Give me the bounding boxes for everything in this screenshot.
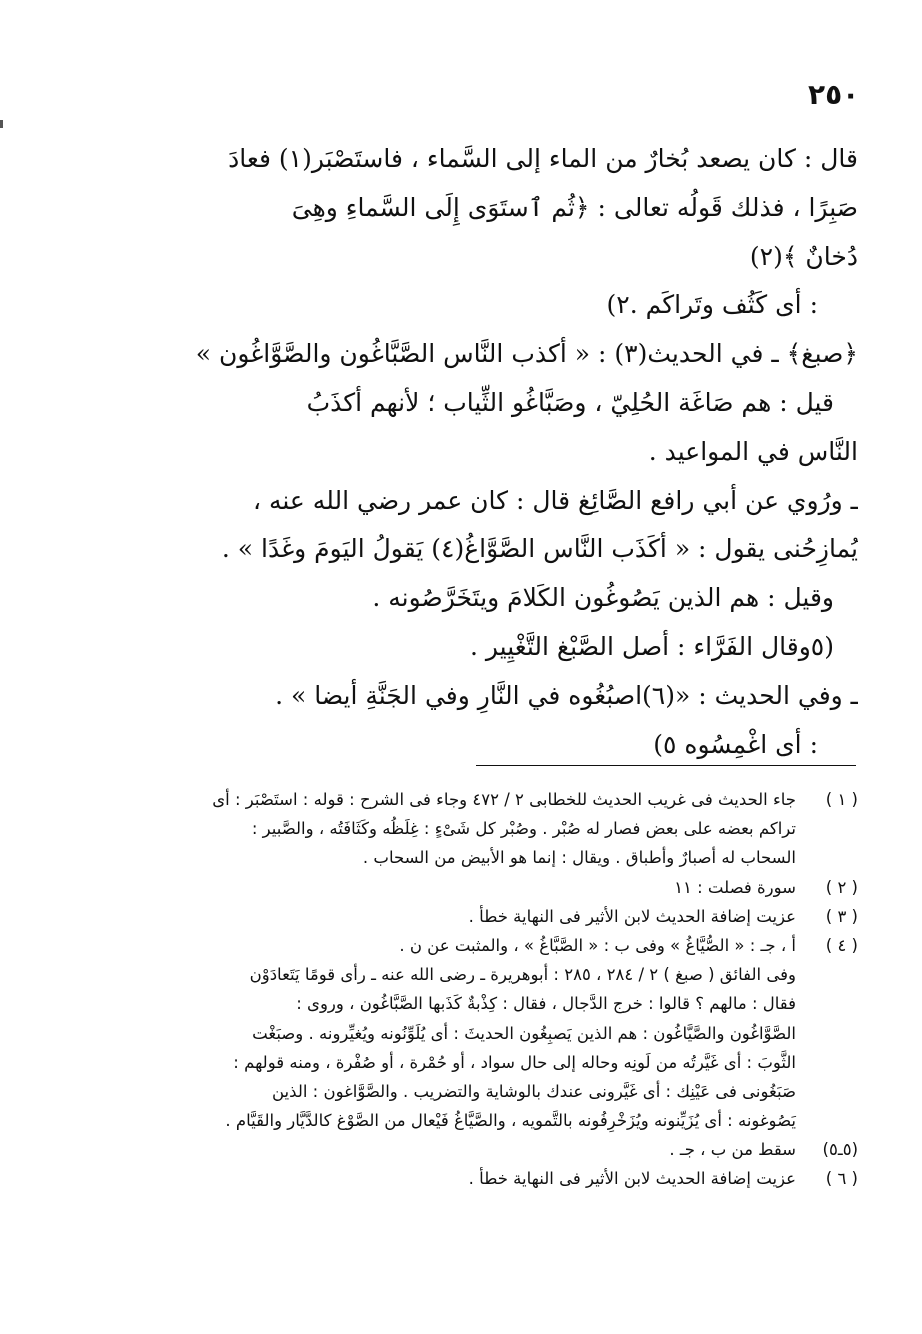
text-line: دُخانٌ ﴾(٢) [749, 241, 858, 271]
text-line: صَبِرًا ، فذلك قَولُه تعالى : ﴿ثُم ٱستَوَى إِلَى السَّماءِ وهِىَ [291, 192, 858, 222]
footnote-text: أ ، جـ : « الصُّيَّاغُ » وفى ب : « الصَّبَّاغُ » ، والمثبت عن ن . [399, 935, 796, 955]
footnote-text: عزيت إضافة الحديث لابن الأثير فى النهاية خطأ . [468, 1169, 796, 1189]
footnote-text: فقال : مالهم ؟ قالوا : خرج الدَّجال ، فقال : كِذْبةٌ كَذَبها الصَّبَّاغُون ، وروى : [296, 994, 796, 1014]
footnote-text: صَبَغُونى فى عَيْنِك : أى غَيَّرونى عندك بالوشاية والتضريب . والصَّوَّاغون : الذين [272, 1081, 796, 1101]
footnote-number [796, 960, 858, 989]
entry-heading-line: ﴿صبغ﴾ ـ في الحديث(٣) : « أكذب النَّاس الصَّبَّاغُون والصَّوَّاغُون » [195, 339, 858, 369]
text-line: (٥وقال الفَرَّاء : أصل الصَّبْغ التَّغْيِير . [469, 631, 834, 661]
page-number: ٢٥٠ [808, 78, 860, 111]
footnote-number [796, 814, 858, 843]
text-line: ـ وفي الحديث : «(٦)اصبُغُوه في النَّارِ وفي الجَنَّةِ أيضا » . [275, 680, 858, 710]
margin-mark [0, 120, 3, 128]
footnote-number [796, 843, 858, 872]
footnote-number: ( ٢ ) [825, 877, 858, 897]
footnotes [80, 785, 858, 1194]
footnote-separator [476, 765, 856, 766]
footnote-line [80, 902, 858, 931]
footnote-number: ( ٣ ) [825, 906, 858, 926]
footnote-line [80, 843, 858, 872]
footnote-line [80, 989, 858, 1018]
text-line: ـ ورُوي عن أبي رافع الصَّائِغ قال : كان عمر رضي الله عنه ، [252, 485, 858, 515]
footnote-number [796, 1077, 858, 1106]
footnote-number: ( ١ ) [825, 790, 858, 809]
text-line: : أى كَثُف وتَراكَم .٢) [606, 290, 818, 320]
footnote-line [80, 1019, 858, 1048]
text-line: قيل : هم صَاغَة الحُلِيّ ، وصَبَّاغُو الثِّياب ؛ لأنهم أكذَبُ [306, 387, 834, 417]
footnote-line [80, 1135, 858, 1164]
footnote-line [80, 1164, 858, 1193]
text-line: النَّاس في المواعيد . [648, 436, 858, 466]
text-line: قال : كان يصعد بُخارٌ من الماء إلى السَّماء ، فاستَصْبَر(١) فعادَ [228, 144, 858, 173]
footnote-text: الثَّوبَ : أى غَيَّرتُه من لَونِه وحاله إلى حال سواد ، أو حُمْرة ، أو صُفْرة ، ومنه قولهم : [233, 1052, 796, 1072]
footnote-text: سورة فصلت : ١١ [674, 877, 796, 897]
footnote-number [796, 1048, 858, 1077]
main-text [100, 135, 858, 769]
footnote-number: ( ٦ ) [825, 1169, 858, 1189]
footnote-line [80, 931, 858, 960]
footnote-line [80, 814, 858, 843]
footnote-text: يَصُوغونه : أى يُزَيِّنونه ويُزَخْرِفُونه بالتَّمويه ، والصَّيَّاغُ فَيْعال من الصَّوْغ كالدَّيَّار والقَيَّام . [225, 1111, 796, 1131]
text-line: وقيل : هم الذين يَصُوغُون الكَلامَ ويتَخَرَّصُونه . [372, 583, 834, 613]
text-line: يُمازِحُنى يقول : « أكَذَب النَّاس الصَّوَّاغُ(٤) يَقولُ اليَومَ وغَدًا » . [221, 534, 858, 564]
footnote-number: (٥ـ٥) [822, 1140, 858, 1160]
footnote-number [796, 1106, 858, 1135]
footnote-text: تراكم بعضه على بعض فصار له صُبْر . وصُبْر كل شَىْءٍ : غِلَظُه وكَثَافَتُه ، والصَّبير : [251, 819, 796, 839]
footnote-line [80, 873, 858, 902]
footnote-line [80, 1077, 858, 1106]
footnote-line [80, 1048, 858, 1077]
footnote-text: عزيت إضافة الحديث لابن الأثير فى النهاية خطأ . [468, 906, 796, 926]
footnote-text: جاء الحديث فى غريب الحديث للخطابى ٢ / ٤٧٢ وجاء فى الشرح : قوله : استَصْبَر : أى [212, 790, 796, 809]
footnote-number [796, 989, 858, 1018]
footnote-line [80, 785, 858, 814]
footnote-line [80, 960, 858, 989]
footnote-text: وفى الفائق ( صبغ ) ٢ / ٢٨٤ ، ٢٨٥ : أبوهريرة ـ رضى الله عنه ـ رأى قومًا يَتَعادَوْن [249, 965, 796, 985]
footnote-line [80, 1106, 858, 1135]
footnote-text: الصَّوَّاغُون والصَّيَّاغُون : هم الذين يَصبِغُون الحديثَ : أى يُلَوِّنُونه ويُغيِّرونه . وصبَغْت [252, 1023, 796, 1043]
footnote-text: سقط من ب ، جـ . [669, 1140, 796, 1160]
text-line: : أى اغْمِسُوه ٥) [653, 729, 818, 759]
footnote-number [796, 1019, 858, 1048]
footnote-number: ( ٤ ) [825, 935, 858, 955]
footnote-text: السحاب له أصبارٌ وأطباق . ويقال : إنما هو الأبيض من السحاب . [362, 848, 796, 868]
